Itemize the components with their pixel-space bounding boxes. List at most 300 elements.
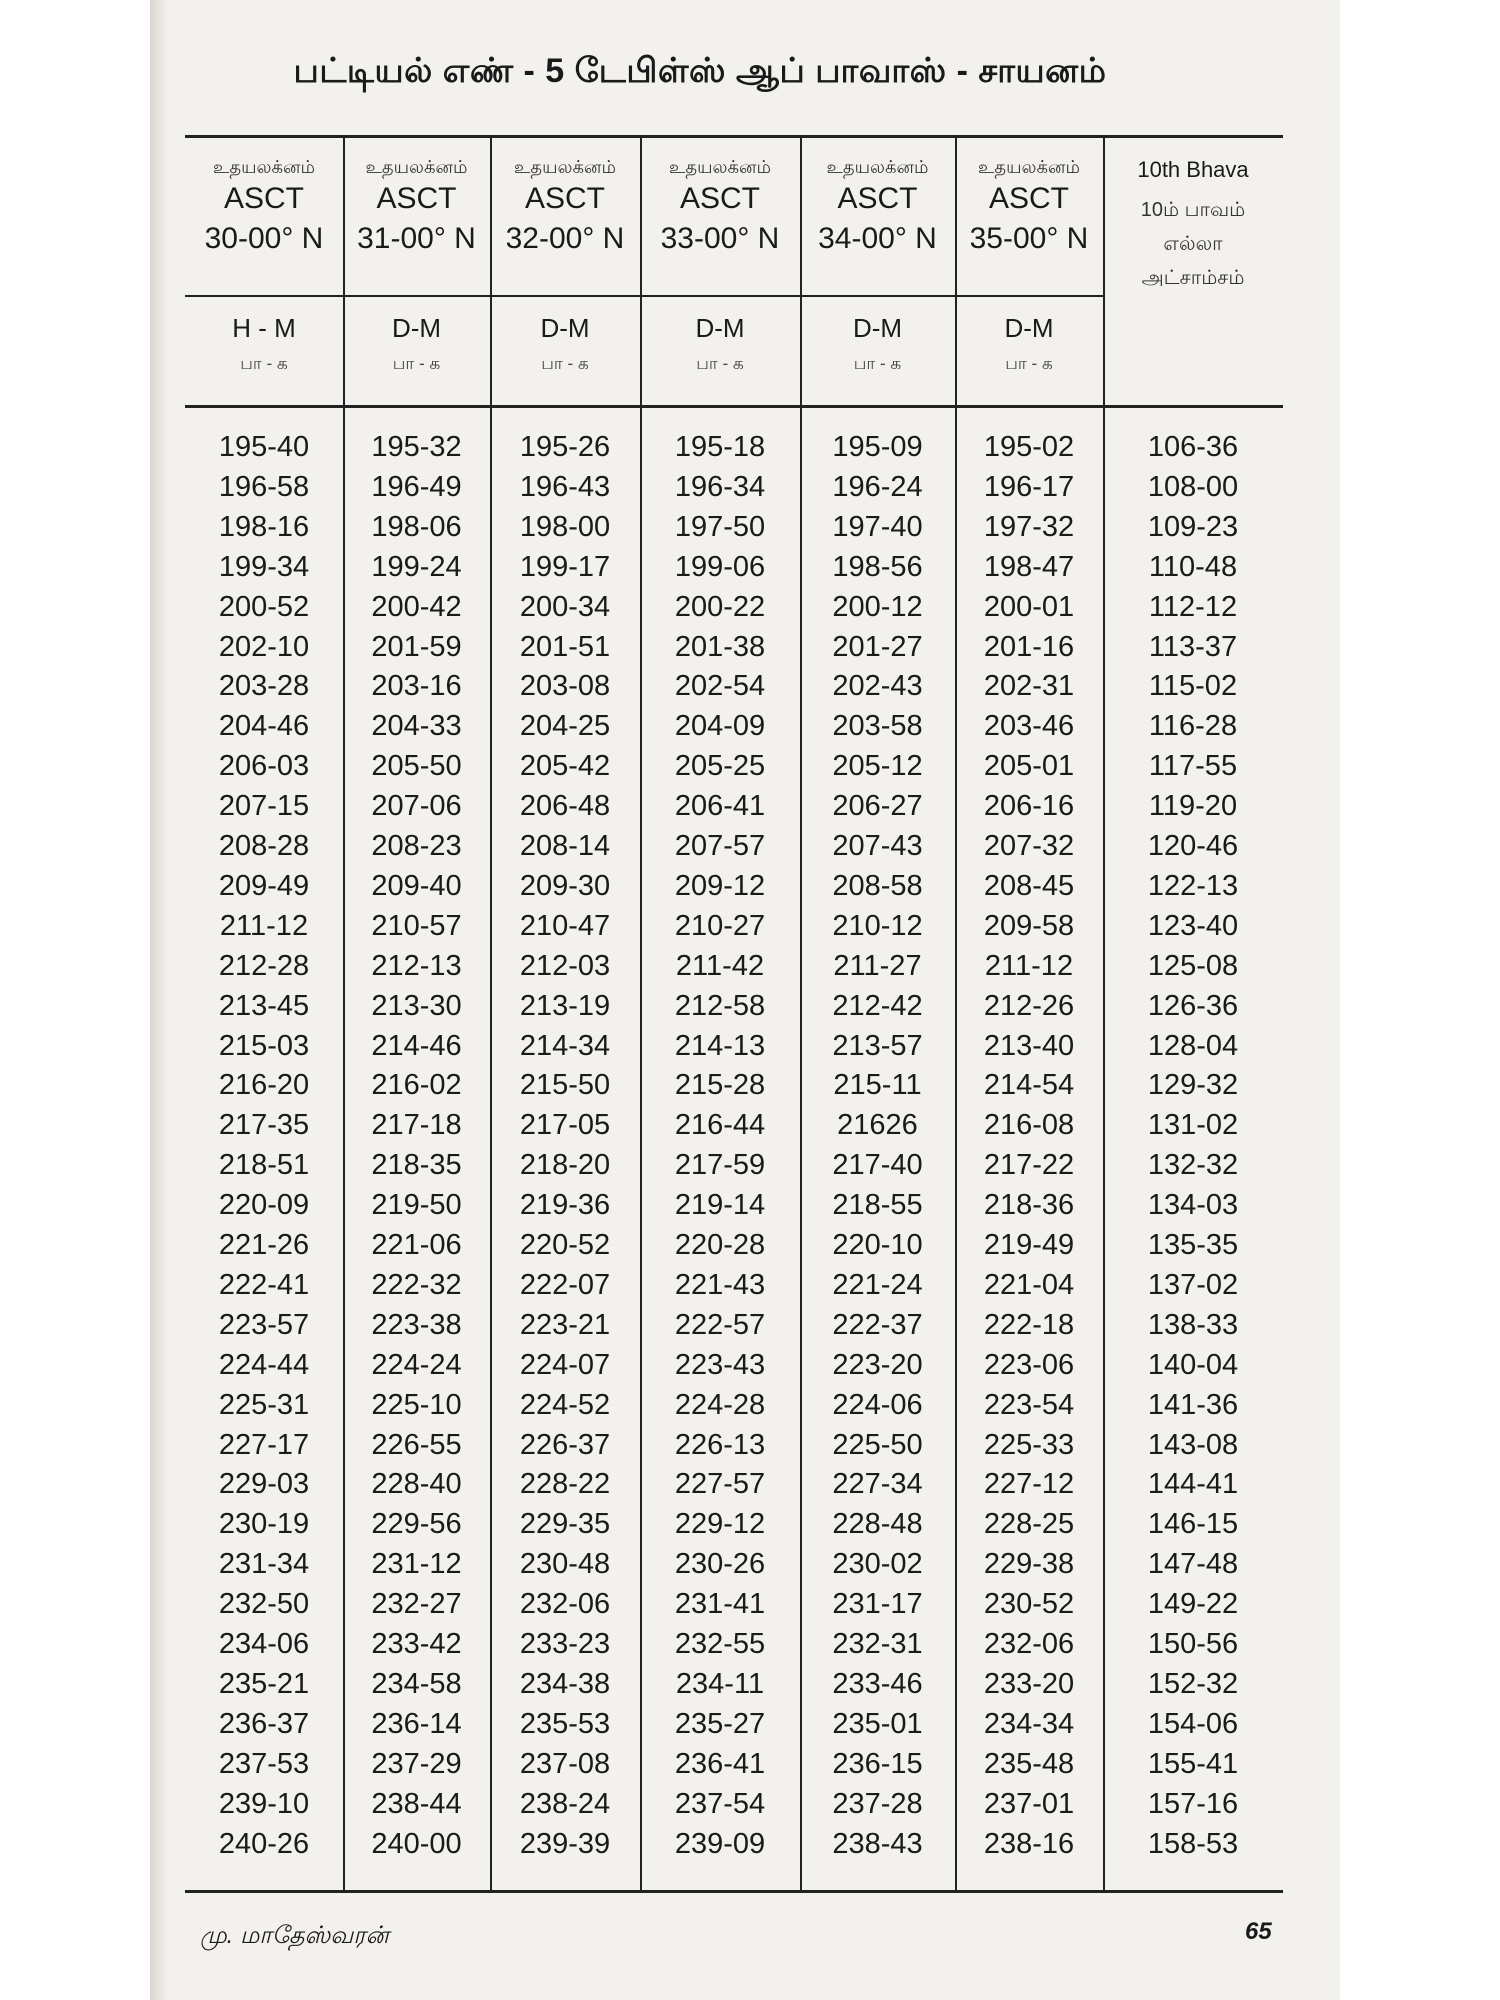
ascendant-value: 198-06 bbox=[371, 510, 462, 543]
ascendant-value: 223-06 bbox=[983, 1348, 1075, 1381]
tenth-bhava-value: 143-08 bbox=[1147, 1428, 1239, 1461]
header-latitude: 35-00° N bbox=[969, 222, 1089, 255]
ascendant-value: 197-32 bbox=[983, 510, 1075, 543]
table-row bbox=[185, 946, 1283, 986]
table-row bbox=[185, 587, 1283, 627]
tenth-bhava-value: 131-02 bbox=[1147, 1109, 1239, 1142]
ascendant-value: 229-56 bbox=[371, 1508, 462, 1541]
header-unit: D-M bbox=[852, 313, 903, 343]
ascendant-value: 212-26 bbox=[983, 989, 1075, 1022]
ascendant-value: 201-51 bbox=[519, 630, 611, 663]
ascendant-value: 199-17 bbox=[519, 550, 611, 583]
tenth-bhava-value: 109-23 bbox=[1147, 510, 1239, 543]
ascendant-value: 196-34 bbox=[674, 470, 766, 503]
ascendant-value: 209-49 bbox=[218, 869, 310, 902]
ascendant-value: 217-05 bbox=[519, 1109, 611, 1142]
header-unit-tamil: பா - க bbox=[541, 354, 589, 373]
ascendant-value: 204-33 bbox=[371, 710, 462, 743]
header-tamil-label: உதயலக்னம் bbox=[365, 157, 468, 177]
header-latitude-cell bbox=[955, 157, 1103, 256]
ascendant-value: 226-13 bbox=[674, 1428, 766, 1461]
ascendant-value: 224-28 bbox=[674, 1388, 766, 1421]
ascendant-value: 216-08 bbox=[983, 1109, 1075, 1142]
ascendant-value: 206-48 bbox=[519, 790, 611, 823]
header-unit-tamil: பா - க bbox=[240, 354, 288, 373]
ascendant-value: 202-31 bbox=[983, 670, 1075, 703]
ascendant-value: 215-03 bbox=[218, 1029, 310, 1062]
header-unit: D-M bbox=[391, 313, 442, 343]
ascendant-value: 232-27 bbox=[371, 1588, 462, 1621]
table-row bbox=[185, 1504, 1283, 1544]
ascendant-value: 226-37 bbox=[519, 1428, 611, 1461]
ascendant-value: 207-06 bbox=[371, 790, 462, 823]
ascendant-value: 210-12 bbox=[832, 909, 923, 942]
header-asct-label: ASCT bbox=[837, 182, 918, 215]
ascendant-value: 196-49 bbox=[371, 470, 462, 503]
tenth-bhava-value: 147-48 bbox=[1147, 1548, 1239, 1581]
ascendant-value: 239-39 bbox=[519, 1827, 611, 1860]
ascendant-value: 228-48 bbox=[832, 1508, 923, 1541]
tenth-bhava-value: 125-08 bbox=[1147, 949, 1239, 982]
header-tamil-label: உதயலக்னம் bbox=[514, 157, 616, 177]
ascendant-value: 229-35 bbox=[519, 1508, 611, 1541]
header-unit: D-M bbox=[1004, 313, 1054, 343]
header-tamil-label: உதயலக்னம் bbox=[978, 157, 1080, 177]
header-asct-label: ASCT bbox=[988, 182, 1069, 215]
header-tenth-bhava-cell bbox=[1103, 157, 1283, 295]
ascendant-value: 240-26 bbox=[218, 1827, 310, 1860]
ascendant-value: 235-21 bbox=[218, 1667, 310, 1700]
table-row bbox=[185, 1065, 1283, 1105]
table-row bbox=[185, 1305, 1283, 1345]
ascendant-value: 217-35 bbox=[218, 1109, 310, 1142]
tenth-bhava-value: 119-20 bbox=[1148, 790, 1238, 823]
ascendant-value: 195-40 bbox=[218, 431, 310, 463]
ascendant-value: 229-03 bbox=[218, 1468, 310, 1501]
ascendant-value: 224-07 bbox=[519, 1348, 611, 1381]
ascendant-value: 218-35 bbox=[371, 1149, 462, 1182]
header-unit-tamil: பா - க bbox=[1005, 354, 1053, 373]
ascendant-value: 206-03 bbox=[218, 750, 310, 783]
header-latitude-cell bbox=[185, 157, 343, 256]
ascendant-value: 224-24 bbox=[371, 1348, 462, 1381]
ascendant-value: 230-48 bbox=[519, 1548, 611, 1581]
ascendant-value: 234-06 bbox=[218, 1628, 310, 1660]
ascendant-value: 205-42 bbox=[519, 750, 611, 783]
ascendant-value: 221-43 bbox=[674, 1268, 766, 1301]
tenth-bhava-value: 123-40 bbox=[1147, 909, 1239, 942]
ascendant-value: 204-09 bbox=[674, 710, 766, 743]
ascendant-value: 198-47 bbox=[983, 550, 1075, 583]
tenth-bhava-value: 141-36 bbox=[1147, 1388, 1239, 1421]
ascendant-value: 197-50 bbox=[674, 510, 766, 543]
ascendant-value: 236-14 bbox=[371, 1707, 462, 1740]
ascendant-value: 201-38 bbox=[674, 630, 766, 663]
ascendant-value: 211-12 bbox=[984, 949, 1074, 982]
tenth-bhava-value: 152-32 bbox=[1147, 1667, 1239, 1700]
tenth-bhava-value: 128-04 bbox=[1147, 1029, 1239, 1062]
ascendant-value: 195-18 bbox=[674, 431, 766, 463]
tenth-bhava-value: 149-22 bbox=[1147, 1588, 1239, 1621]
table-row bbox=[185, 467, 1283, 507]
tenth-bhava-value: 115-02 bbox=[1148, 670, 1238, 703]
ascendant-value: 224-52 bbox=[519, 1388, 611, 1421]
ascendant-value: 217-59 bbox=[674, 1149, 766, 1182]
header-latitude: 30-00° N bbox=[204, 222, 324, 255]
tenth-bhava-value: 155-41 bbox=[1147, 1747, 1239, 1780]
ascendant-value: 208-58 bbox=[832, 869, 923, 902]
ascendant-value: 225-31 bbox=[218, 1388, 310, 1421]
ascendant-value: 210-27 bbox=[674, 909, 766, 942]
ascendant-value: 237-54 bbox=[674, 1787, 766, 1820]
header-latitude: 34-00° N bbox=[818, 222, 937, 255]
table-row bbox=[185, 627, 1283, 667]
tenth-bhava-value: 157-16 bbox=[1147, 1787, 1239, 1820]
ascendant-value: 208-14 bbox=[519, 830, 611, 862]
ascendant-value: 217-40 bbox=[832, 1149, 923, 1182]
ascendant-value: 214-34 bbox=[519, 1029, 611, 1062]
header-tamil-label: உதயலக்னம் bbox=[826, 157, 929, 177]
ascendant-value: 237-28 bbox=[832, 1787, 923, 1820]
header-unit-cell bbox=[185, 313, 343, 376]
author-name: மு. மாதேஸ்வரன் bbox=[200, 1922, 389, 1949]
table-row bbox=[185, 1265, 1283, 1305]
tenth-bhava-value: 132-32 bbox=[1147, 1149, 1239, 1182]
ascendant-value: 230-26 bbox=[674, 1548, 766, 1581]
header-unit-cell bbox=[640, 313, 800, 376]
tenth-bhava-value: 129-32 bbox=[1147, 1069, 1239, 1102]
ascendant-value: 213-57 bbox=[832, 1029, 923, 1062]
ascendant-value: 231-17 bbox=[832, 1588, 923, 1621]
ascendant-value: 213-19 bbox=[519, 989, 611, 1022]
ascendant-value: 212-28 bbox=[218, 949, 310, 982]
table-row bbox=[185, 1385, 1283, 1425]
ascendant-value: 205-50 bbox=[371, 750, 462, 783]
ascendant-value: 234-58 bbox=[371, 1667, 462, 1700]
tenth-bhava-value: 108-00 bbox=[1147, 470, 1239, 503]
ascendant-value: 213-45 bbox=[218, 989, 310, 1022]
tenth-bhava-line2: எல்லா bbox=[1163, 233, 1223, 255]
ascendant-value: 239-09 bbox=[674, 1827, 766, 1860]
ascendant-value: 231-34 bbox=[218, 1548, 310, 1581]
ascendant-value: 223-54 bbox=[983, 1388, 1075, 1421]
tenth-bhava-line3: அட்சாம்சம் bbox=[1141, 267, 1245, 289]
ascendant-value: 208-45 bbox=[983, 869, 1075, 902]
tenth-bhava-value: 106-36 bbox=[1147, 431, 1239, 463]
table-row bbox=[185, 866, 1283, 906]
ascendant-value: 203-16 bbox=[371, 670, 462, 703]
ascendant-value: 201-27 bbox=[832, 630, 923, 663]
ascendant-value: 228-40 bbox=[371, 1468, 462, 1501]
ascendant-value: 230-02 bbox=[832, 1548, 923, 1581]
ascendant-value: 227-34 bbox=[832, 1468, 923, 1501]
tenth-bhava-value: 116-28 bbox=[1148, 710, 1238, 743]
ascendant-value: 220-09 bbox=[218, 1189, 310, 1222]
ascendant-value: 233-23 bbox=[519, 1628, 611, 1660]
ascendant-value: 220-28 bbox=[674, 1229, 766, 1261]
table-row bbox=[185, 986, 1283, 1026]
ascendant-value: 215-28 bbox=[674, 1069, 766, 1102]
header-asct-label: ASCT bbox=[223, 182, 304, 215]
ascendant-value: 227-12 bbox=[983, 1468, 1075, 1501]
ascendant-value: 237-29 bbox=[371, 1747, 462, 1780]
tenth-bhava-value: 150-56 bbox=[1147, 1628, 1239, 1660]
ascendant-value: 21626 bbox=[837, 1109, 918, 1142]
header-latitude: 32-00° N bbox=[505, 222, 625, 255]
ascendant-value: 210-47 bbox=[519, 909, 611, 942]
ascendant-value: 231-41 bbox=[674, 1588, 766, 1621]
ascendant-value: 221-24 bbox=[832, 1268, 923, 1301]
table-row bbox=[185, 1026, 1283, 1066]
ascendant-value: 232-50 bbox=[218, 1588, 310, 1621]
ascendant-value: 200-22 bbox=[674, 590, 766, 623]
ascendant-value: 211-12 bbox=[219, 909, 309, 942]
table-top-rule bbox=[185, 135, 1283, 138]
ascendant-value: 215-50 bbox=[519, 1069, 611, 1102]
header-latitude: 31-00° N bbox=[357, 222, 476, 255]
ascendant-value: 202-10 bbox=[218, 630, 310, 663]
ascendant-value: 223-20 bbox=[832, 1348, 923, 1381]
table-row bbox=[185, 427, 1283, 467]
tenth-bhava-value: 140-04 bbox=[1147, 1348, 1239, 1381]
header-latitude-cell bbox=[640, 157, 800, 256]
ascendant-value: 199-34 bbox=[218, 550, 310, 583]
table-bottom-rule bbox=[185, 1890, 1283, 1893]
ascendant-value: 208-28 bbox=[218, 830, 310, 862]
header-unit-tamil: பா - க bbox=[392, 354, 441, 373]
header-unit-cell bbox=[343, 313, 490, 376]
ascendant-value: 201-16 bbox=[983, 630, 1075, 663]
ascendant-value: 225-33 bbox=[983, 1428, 1075, 1461]
ascendant-value: 202-54 bbox=[674, 670, 766, 703]
ascendant-value: 198-56 bbox=[832, 550, 923, 583]
ascendant-value: 213-30 bbox=[371, 989, 462, 1022]
ascendant-value: 233-42 bbox=[371, 1628, 462, 1660]
ascendant-value: 219-14 bbox=[674, 1189, 766, 1222]
ascendant-value: 231-12 bbox=[371, 1548, 462, 1581]
ascendant-value: 222-32 bbox=[371, 1268, 462, 1301]
ascendant-value: 212-03 bbox=[519, 949, 611, 982]
tenth-bhava-value: 120-46 bbox=[1147, 830, 1239, 862]
ascendant-value: 205-01 bbox=[983, 750, 1075, 783]
ascendant-value: 238-43 bbox=[832, 1827, 923, 1860]
table-row bbox=[185, 666, 1283, 706]
ascendant-value: 230-52 bbox=[983, 1588, 1075, 1621]
ascendant-value: 228-22 bbox=[519, 1468, 611, 1501]
ascendant-value: 209-12 bbox=[674, 869, 766, 902]
ascendant-value: 203-08 bbox=[519, 670, 611, 703]
header-unit: H - M bbox=[232, 313, 296, 343]
header-unit-tamil: பா - க bbox=[696, 354, 744, 373]
table-row bbox=[185, 547, 1283, 587]
ascendant-value: 196-17 bbox=[983, 470, 1075, 503]
ascendant-value: 222-07 bbox=[519, 1268, 611, 1301]
ascendant-value: 199-24 bbox=[371, 550, 462, 583]
ascendant-value: 209-30 bbox=[519, 869, 611, 902]
ascendant-value: 200-12 bbox=[832, 590, 923, 623]
table-row bbox=[185, 1664, 1283, 1704]
ascendant-value: 210-57 bbox=[371, 909, 462, 942]
ascendant-value: 219-49 bbox=[983, 1229, 1075, 1261]
ascendant-value: 235-01 bbox=[832, 1707, 923, 1740]
ascendant-value: 209-40 bbox=[371, 869, 462, 902]
ascendant-value: 219-36 bbox=[519, 1189, 611, 1222]
ascendant-value: 209-58 bbox=[983, 909, 1075, 942]
ascendant-value: 225-10 bbox=[371, 1388, 462, 1421]
ascendant-value: 204-46 bbox=[218, 710, 310, 743]
ascendant-value: 201-59 bbox=[371, 630, 462, 663]
ascendant-value: 203-46 bbox=[983, 710, 1075, 743]
ascendant-value: 217-22 bbox=[983, 1149, 1075, 1182]
ascendant-value: 236-15 bbox=[832, 1747, 923, 1780]
tenth-bhava-subtitle bbox=[1103, 193, 1283, 295]
ascendant-value: 202-43 bbox=[832, 670, 923, 703]
ascendant-value: 234-11 bbox=[675, 1667, 765, 1700]
ascendant-value: 207-57 bbox=[674, 830, 766, 862]
tenth-bhava-value: 122-13 bbox=[1147, 869, 1239, 902]
ascendant-value: 206-27 bbox=[832, 790, 923, 823]
ascendant-value: 197-40 bbox=[832, 510, 923, 543]
tenth-bhava-value: 138-33 bbox=[1147, 1308, 1239, 1341]
page-number: 65 bbox=[1245, 1918, 1272, 1945]
ascendant-value: 199-06 bbox=[674, 550, 766, 583]
header-divider bbox=[185, 295, 1103, 297]
ascendant-value: 198-00 bbox=[519, 510, 611, 543]
header-unit: D-M bbox=[540, 313, 590, 343]
tenth-bhava-value: 158-53 bbox=[1147, 1827, 1239, 1860]
table-row bbox=[185, 746, 1283, 786]
ascendant-value: 211-42 bbox=[675, 949, 765, 982]
ascendant-value: 215-11 bbox=[833, 1069, 922, 1102]
tenth-bhava-line1: 10ம் பாவம் bbox=[1140, 199, 1246, 221]
ascendant-value: 223-21 bbox=[519, 1308, 611, 1341]
header-latitude-cell bbox=[490, 157, 640, 256]
ascendant-value: 218-20 bbox=[519, 1149, 611, 1182]
ascendant-value: 207-43 bbox=[832, 830, 923, 862]
ascendant-value: 229-12 bbox=[674, 1508, 766, 1541]
ascendant-value: 235-53 bbox=[519, 1707, 611, 1740]
table-row bbox=[185, 1624, 1283, 1664]
table-row bbox=[185, 906, 1283, 946]
ascendant-value: 240-00 bbox=[371, 1827, 462, 1860]
ascendant-value: 226-55 bbox=[371, 1428, 462, 1461]
ascendant-value: 206-41 bbox=[674, 790, 766, 823]
header-unit-cell bbox=[955, 313, 1103, 376]
ascendant-value: 227-57 bbox=[674, 1468, 766, 1501]
ascendant-value: 214-54 bbox=[983, 1069, 1075, 1102]
ascendant-value: 212-13 bbox=[371, 949, 462, 982]
tenth-bhava-value: 126-36 bbox=[1147, 989, 1239, 1022]
ascendant-value: 205-12 bbox=[832, 750, 923, 783]
ascendant-value: 224-06 bbox=[832, 1388, 923, 1421]
ascendant-value: 238-24 bbox=[519, 1787, 611, 1820]
ascendant-value: 219-50 bbox=[371, 1189, 462, 1222]
header-latitude-cell bbox=[343, 157, 490, 256]
ascendant-value: 224-44 bbox=[218, 1348, 310, 1381]
ascendant-value: 200-42 bbox=[371, 590, 462, 623]
ascendant-value: 216-02 bbox=[371, 1069, 462, 1102]
table-row bbox=[185, 1784, 1283, 1824]
ascendant-value: 223-38 bbox=[371, 1308, 462, 1341]
ascendant-value: 195-32 bbox=[371, 431, 462, 463]
ascendant-value: 232-06 bbox=[519, 1588, 611, 1621]
header-unit-cell bbox=[490, 313, 640, 376]
ascendant-value: 237-01 bbox=[983, 1787, 1075, 1820]
ascendant-value: 238-16 bbox=[983, 1827, 1075, 1860]
ascendant-value: 223-43 bbox=[674, 1348, 766, 1381]
ascendant-value: 195-02 bbox=[983, 431, 1075, 463]
ascendant-value: 233-46 bbox=[832, 1667, 923, 1700]
header-asct-label: ASCT bbox=[524, 182, 605, 215]
ascendant-value: 237-53 bbox=[218, 1747, 310, 1780]
ascendant-value: 236-37 bbox=[218, 1707, 310, 1740]
ascendant-value: 227-17 bbox=[218, 1428, 310, 1461]
ascendant-value: 207-15 bbox=[218, 790, 310, 823]
ascendant-value: 196-43 bbox=[519, 470, 611, 503]
table-row bbox=[185, 1544, 1283, 1584]
header-latitude-cell bbox=[800, 157, 955, 256]
tenth-bhava-value: 137-02 bbox=[1147, 1268, 1239, 1301]
table-row bbox=[185, 1145, 1283, 1185]
ascendant-value: 232-06 bbox=[983, 1628, 1075, 1660]
ascendant-value: 238-44 bbox=[371, 1787, 462, 1820]
tenth-bhava-title: 10th Bhava bbox=[1137, 157, 1249, 182]
ascendant-value: 220-10 bbox=[832, 1229, 923, 1261]
table-row bbox=[185, 706, 1283, 746]
table-row bbox=[185, 507, 1283, 547]
ascendant-value: 222-18 bbox=[983, 1308, 1075, 1341]
header-unit-tamil: பா - க bbox=[853, 354, 902, 373]
header-asct-label: ASCT bbox=[376, 182, 457, 215]
table-row bbox=[185, 1105, 1283, 1145]
ascendant-value: 225-50 bbox=[832, 1428, 923, 1461]
ascendant-value: 218-51 bbox=[218, 1149, 310, 1182]
ascendant-value: 198-16 bbox=[218, 510, 310, 543]
ascendant-value: 195-09 bbox=[832, 431, 923, 463]
tenth-bhava-value: 113-37 bbox=[1148, 630, 1238, 663]
tenth-bhava-value: 146-15 bbox=[1147, 1508, 1239, 1541]
table-row bbox=[185, 786, 1283, 826]
ascendant-value: 195-26 bbox=[519, 431, 611, 463]
header-tamil-label: உதயலக்னம் bbox=[213, 157, 315, 177]
ascendant-value: 239-10 bbox=[218, 1787, 310, 1820]
ascendant-value: 212-42 bbox=[832, 989, 923, 1022]
header-asct-label: ASCT bbox=[679, 182, 760, 215]
table-row bbox=[185, 1345, 1283, 1385]
table-row bbox=[185, 1584, 1283, 1624]
ascendant-value: 221-04 bbox=[983, 1268, 1075, 1301]
ascendant-value: 212-58 bbox=[674, 989, 766, 1022]
ascendant-value: 234-38 bbox=[519, 1667, 611, 1700]
ascendant-value: 235-48 bbox=[983, 1747, 1075, 1780]
ascendant-value: 208-23 bbox=[371, 830, 462, 862]
tenth-bhava-value: 154-06 bbox=[1147, 1707, 1239, 1740]
ascendant-value: 221-06 bbox=[371, 1229, 462, 1261]
ascendant-value: 218-36 bbox=[983, 1189, 1075, 1222]
tenth-bhava-value: 144-41 bbox=[1147, 1468, 1239, 1501]
tenth-bhava-value: 112-12 bbox=[1148, 590, 1238, 623]
header-tamil-label: உதயலக்னம் bbox=[669, 157, 771, 177]
page-title: பட்டியல் எண் - 5 டேபிள்ஸ் ஆப் பாவாஸ் - சாயனம் bbox=[293, 52, 1107, 90]
ascendant-value: 234-34 bbox=[983, 1707, 1075, 1740]
ascendant-value: 235-27 bbox=[674, 1707, 766, 1740]
tenth-bhava-value: 135-35 bbox=[1147, 1229, 1239, 1261]
ascendant-value: 217-18 bbox=[371, 1109, 462, 1142]
ascendant-value: 200-01 bbox=[983, 590, 1075, 623]
ascendant-value: 196-24 bbox=[832, 470, 923, 503]
header-unit: D-M bbox=[695, 313, 745, 343]
header-bottom-rule bbox=[185, 405, 1283, 408]
